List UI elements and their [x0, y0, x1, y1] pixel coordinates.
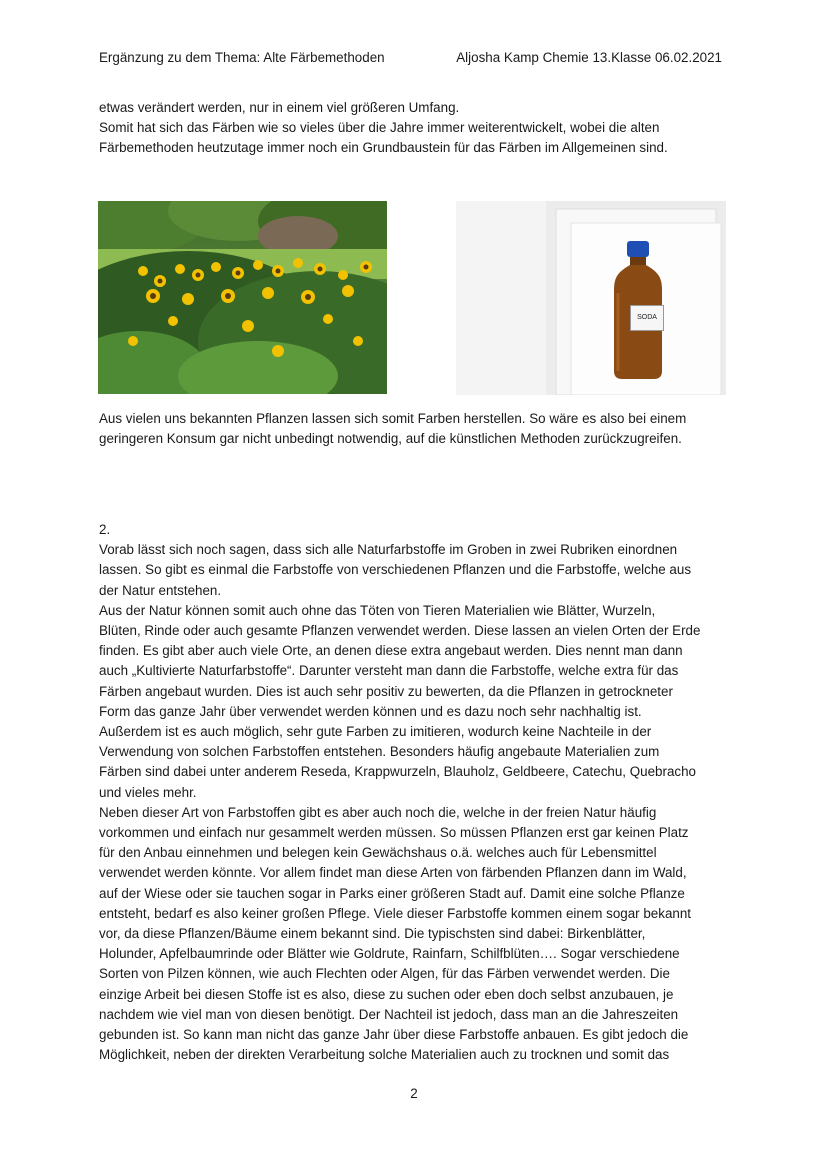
text-line: nachdem wie viel man von diesen benötigt. Der Nachteil ist jedoch, dass man an die Jahreszeiten — [99, 1006, 679, 1022]
text-line: Form das ganze Jahr über verwendet werden können und es dazu noch sehr nachhaltig ist. — [99, 703, 642, 719]
text-line: Vorab lässt sich noch sagen, dass sich alle Naturfarbstoffe im Groben in zwei Rubriken einordnen — [99, 542, 678, 558]
text-line: Aus der Natur können somit auch ohne das Töten von Tieren Materialien wie Blätter, Wurzeln, — [99, 602, 656, 618]
text-line: auch „Kultivierte Naturfarbstoffe“. Darunter versteht man dann die Farbstoffe, welche extra für das — [99, 663, 679, 679]
text-line: lassen. So gibt es einmal die Farbstoffe von verschiedenen Pflanzen und die Farbstoffe, welche aus — [99, 562, 692, 578]
text-line: geringeren Konsum gar nicht unbedingt notwendig, auf die künstlichen Methoden zurückzugreifen. — [99, 431, 682, 447]
text-line: entsteht, bedarf es also keiner großen Pflege. Viele dieser Farbstoffe kommen einem sogar bekannt — [99, 905, 692, 921]
text-line: und vieles mehr. — [99, 784, 197, 800]
text-line: Neben dieser Art von Farbstoffen gibt es aber auch noch die, welche in der freien Natur häufig — [99, 804, 657, 820]
header-author-date: Aljosha Kamp Chemie 13.Klasse 06.02.2021 — [456, 50, 722, 65]
text-line: vorkommen und einfach nur gesammelt werden müssen. So müssen Pflanzen erst gar keinen Platz — [99, 825, 689, 841]
text-line: Blüten, Rinde oder auch gesamte Pflanzen verwendet werden. Diese lassen an vielen Orten der Erde — [99, 623, 701, 639]
section-number: 2. — [99, 522, 111, 537]
text-line: finden. Es gibt aber auch viele Orte, an denen diese extra angebaut werden. Dies nennt man dann — [99, 643, 683, 659]
text-line: etwas verändert werden, nur in einem viel größeren Umfang. — [99, 100, 460, 115]
header-title: Ergänzung zu dem Thema: Alte Färbemethoden — [99, 50, 385, 65]
soda-bottle-photo — [456, 201, 726, 395]
text-line: Möglichkeit, neben der direkten Verarbeitung solche Materialien auch zu trocknen und somit das — [99, 1047, 670, 1063]
caption-paragraph — [99, 409, 731, 449]
sunflower-field-illustration — [98, 201, 387, 394]
text-line: Außerdem ist es auch möglich, sehr gute Farben zu imitieren, wodurch keine Nachteile in der — [99, 724, 652, 740]
text-line: der Natur entstehen. — [99, 582, 222, 598]
text-line: verwendet werden könnte. Vor allem findet man diese Arten von färbenden Pflanzen dann im Wald, — [99, 865, 687, 881]
text-line: gebunden ist. So kann man nicht das ganze Jahr über diese Farbstoffe anbauen. Es gibt jedoch die — [99, 1027, 689, 1043]
sunflower-field-photo — [98, 201, 387, 394]
text-line: Färben sind dabei unter anderem Reseda, Krappwurzeln, Blauholz, Geldbeere, Catechu, Quebracho — [99, 764, 696, 780]
text-line: Aus vielen uns bekannten Pflanzen lassen sich somit Farben herstellen. So wäre es also bei einem — [99, 411, 687, 426]
text-line: Sorten von Pilzen können, wie auch Flechten oder Algen, für das Färben verwendet werden. Die — [99, 966, 670, 982]
text-line: Färbemethoden heutzutage immer noch ein Grundbaustein für das Färben im Allgemeinen sind. — [99, 140, 668, 156]
text-line: auf der Wiese oder sie tauchen sogar in Parks einer größeren Stadt auf. Damit eine solche Pflanze — [99, 885, 685, 901]
text-line: Verwendung von solchen Farbstoffen entstehen. Besonders häufig angebaute Materialien zum — [99, 744, 660, 760]
text-line: Färben angebaut wurden. Dies ist auch sehr positiv zu bewerten, da die Pflanzen in getrockneter — [99, 683, 673, 699]
text-line: einzige Arbeit bei diesen Stoffe ist es also, diese zu suchen oder eben doch selbst anzubauen, je — [99, 986, 674, 1002]
text-line: für den Anbau einnehmen und belegen kein Gewächshaus o.ä. welches auch für Lebensmittel — [99, 845, 657, 861]
soda-label: SODA — [630, 305, 664, 331]
text-line: Holunder, Apfelbaumrinde oder Blätter wie Goldrute, Rainfarn, Schilfblüten…. Sogar verschiedene — [99, 946, 680, 962]
page-number: 2 — [410, 1086, 418, 1101]
intro-paragraph — [99, 98, 731, 159]
text-line: Somit hat sich das Färben wie so vieles über die Jahre immer weiterentwickelt, wobei die alten — [99, 120, 660, 136]
section-2-paragraph — [99, 520, 731, 1065]
text-line: vor, da diese Pflanzen/Bäume einem bekannt sind. Die typischsten sind dabei: Birkenblätter, — [99, 926, 646, 942]
soda-bottle-illustration — [456, 201, 726, 395]
